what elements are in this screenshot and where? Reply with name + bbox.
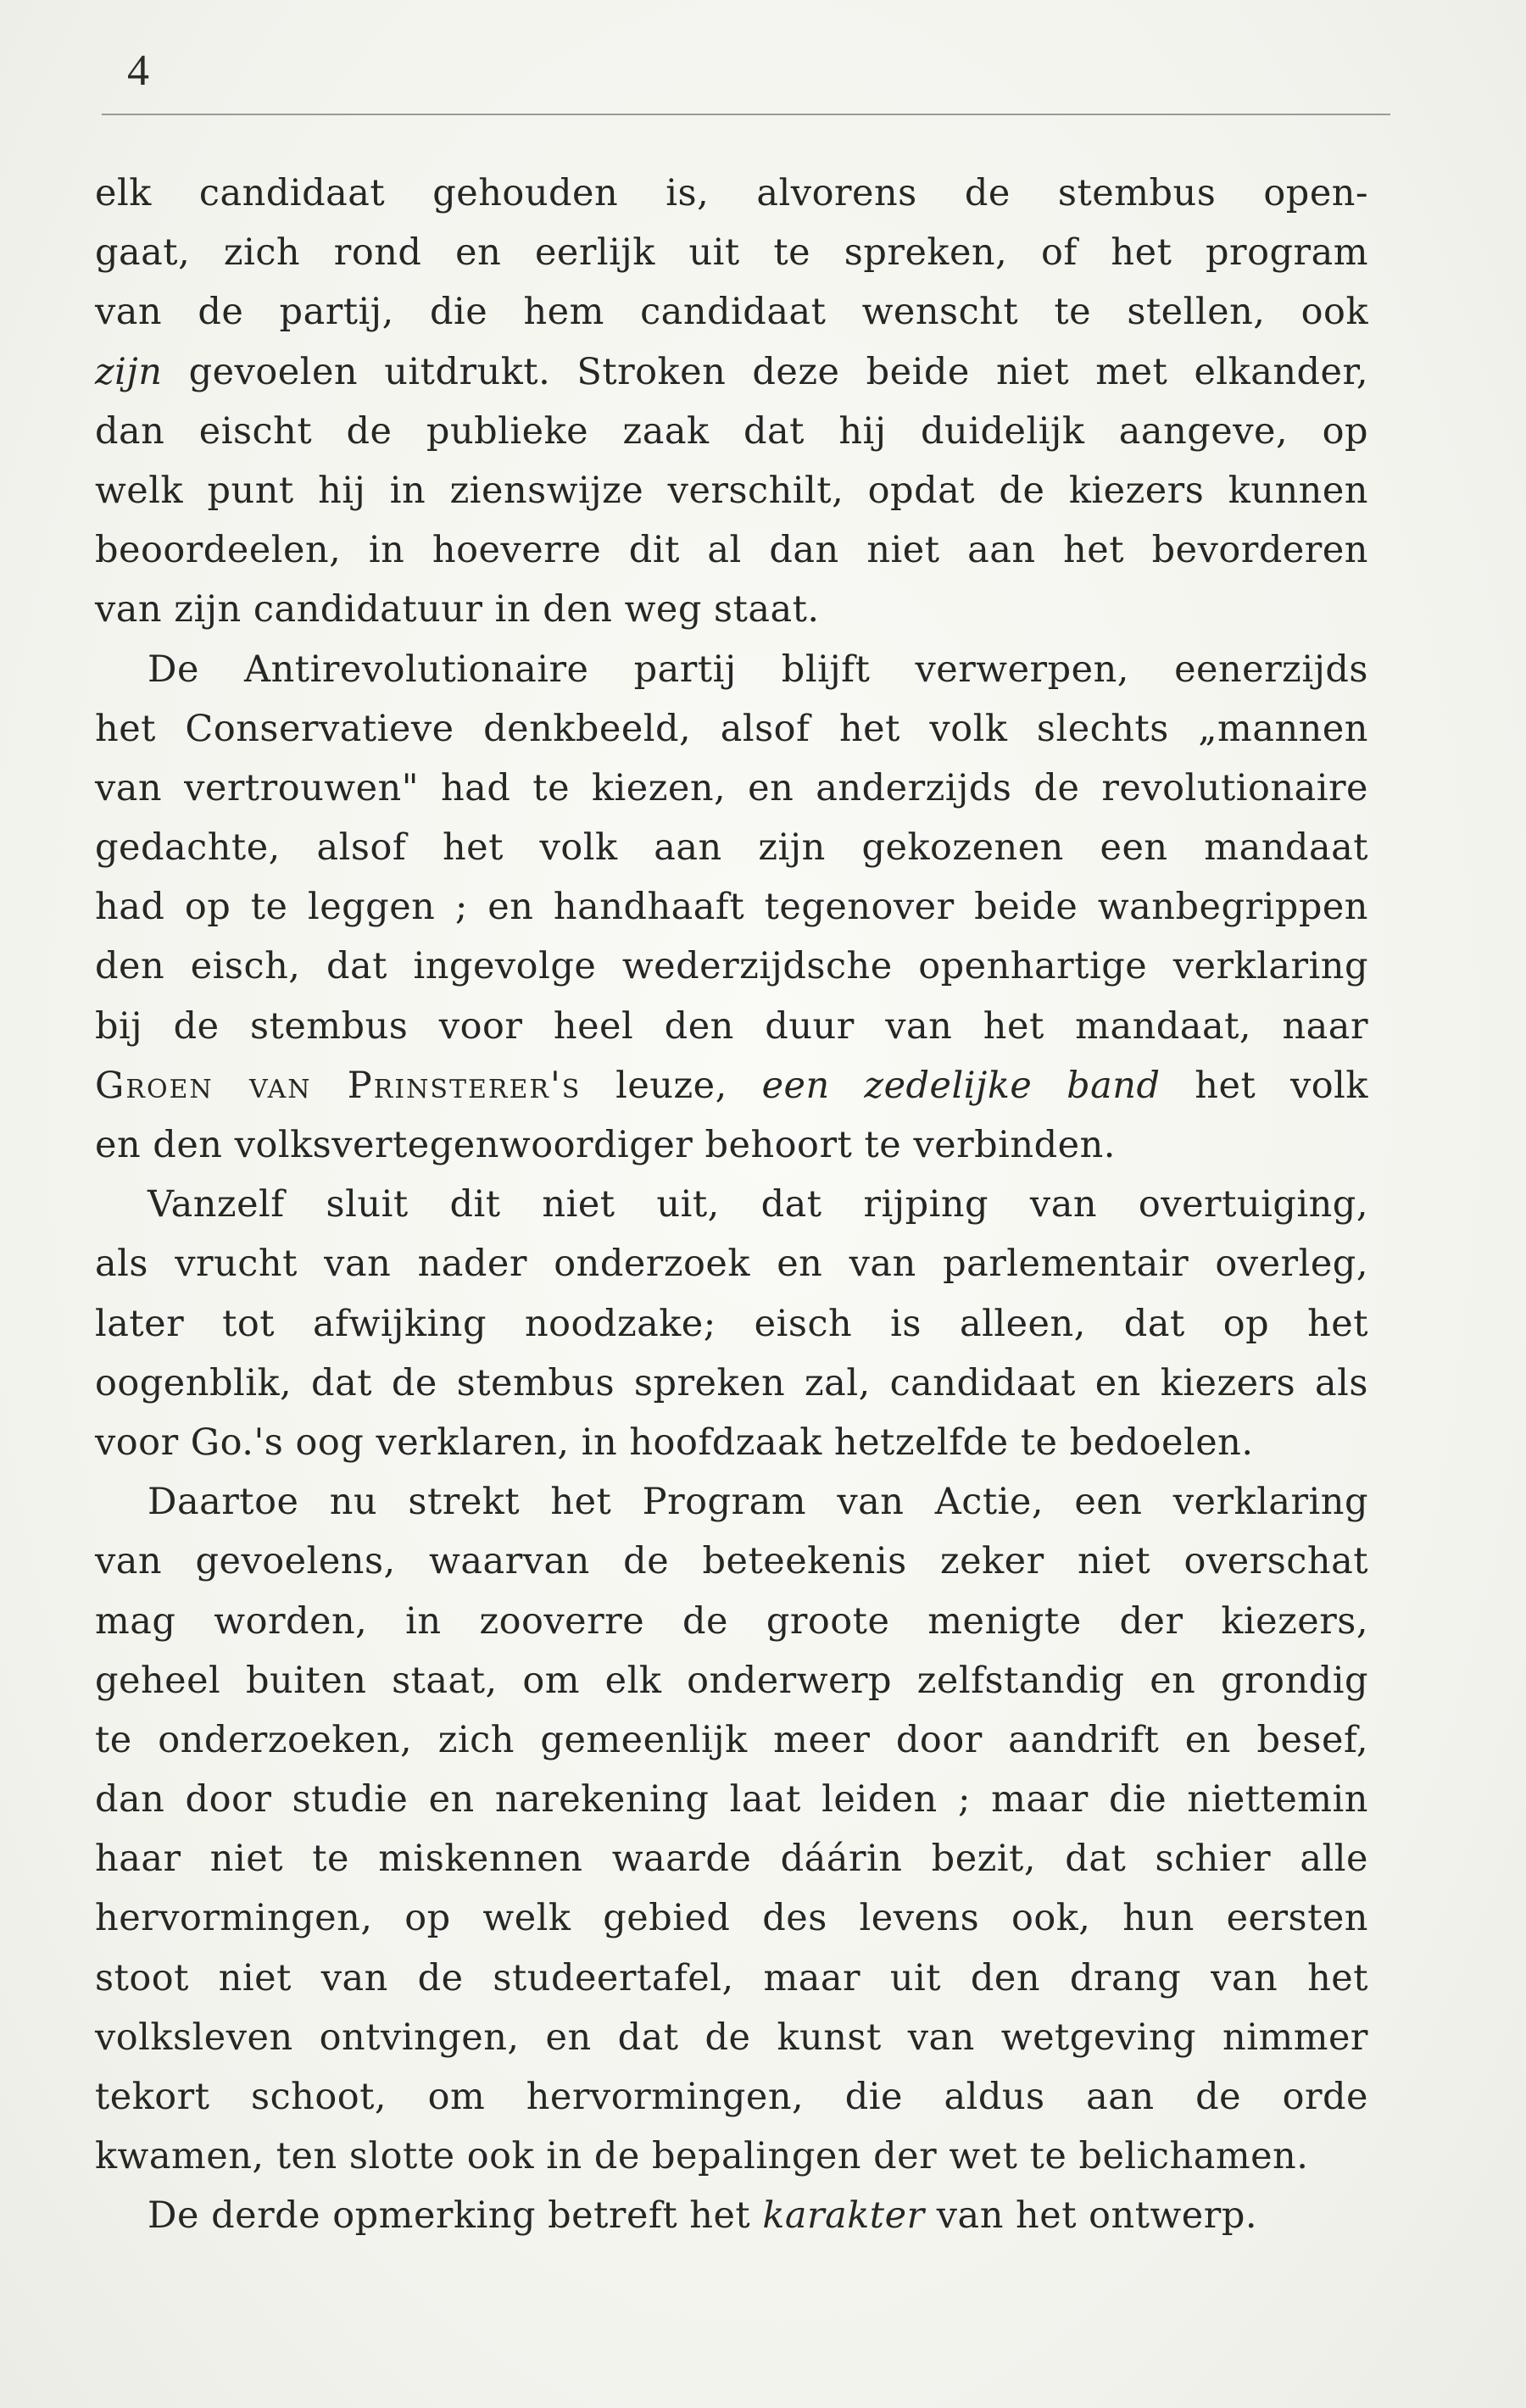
text-segment: beoordeelen, in hoeverre dit al dan niet aan het bevorderen <box>95 529 1368 572</box>
text-segment: had op te leggen ; en handhaaft tegenover beide wanbegrippen <box>95 886 1368 929</box>
text-line <box>95 223 1368 282</box>
text-line <box>95 282 1368 342</box>
text-segment: leuze, <box>581 1064 762 1107</box>
text-line <box>95 1651 1368 1710</box>
italic-text: een zedelijke band <box>761 1064 1161 1107</box>
text-segment: dan door studie en narekening laat leiden ; maar die niettemin <box>95 1778 1368 1821</box>
text-line <box>95 1592 1368 1651</box>
text-segment: bij de stembus voor heel den duur van het mandaat, naar <box>95 1004 1368 1048</box>
text-line <box>95 402 1368 461</box>
text-line <box>95 1949 1368 2008</box>
text-line <box>95 877 1368 937</box>
text-line <box>95 1056 1368 1115</box>
text-segment: welk punt hij in zienswijze verschilt, opdat de kiezers kunnen <box>95 469 1368 512</box>
text-segment: De Antirevolutionaire partij blijft verwerpen, eenerzijds <box>148 648 1368 691</box>
text-segment: gaat, zich rond en eerlijk uit te spreken, of het program <box>95 231 1368 275</box>
text-line <box>95 2067 1368 2127</box>
text-line <box>95 580 1368 639</box>
text-segment: haar niet te miskennen waarde dáárin bezit, dat schier alle <box>95 1838 1368 1881</box>
text-segment: tekort schoot, om hervormingen, die aldus aan de orde <box>95 2076 1368 2118</box>
text-segment: van de partij, die hem candidaat wenscht te stellen, ook <box>95 291 1368 334</box>
text-segment: en den volksvertegenwoordiger behoort te verbinden. <box>95 1124 1116 1166</box>
text-segment: later tot afwijking noodzake; eisch is alleen, dat op het <box>95 1302 1368 1345</box>
text-line <box>95 1115 1368 1175</box>
text-line <box>95 1294 1368 1354</box>
text-segment: volksleven ontvingen, en dat de kunst van wetgeving nimmer <box>95 2016 1368 2059</box>
text-segment: oogenblik, dat de stembus spreken zal, candidaat en kiezers als <box>95 1361 1368 1404</box>
text-line <box>95 1472 1368 1532</box>
text-line <box>95 1770 1368 1829</box>
italic-text: zijn <box>95 350 163 393</box>
text-line <box>95 1234 1368 1293</box>
text-line <box>95 818 1368 877</box>
text-segment: Vanzelf sluit dit niet uit, dat rijping van overtuiging, <box>148 1183 1368 1226</box>
text-segment: hervormingen, op welk gebied des levens ook, hun eersten <box>95 1897 1368 1940</box>
text-line <box>95 1829 1368 1888</box>
text-line <box>95 1532 1368 1591</box>
text-line <box>95 997 1368 1056</box>
text-line <box>95 759 1368 818</box>
text-segment: dan eischt de publieke zaak dat hij duidelijk aangeve, op <box>95 409 1368 453</box>
text-line <box>95 164 1368 223</box>
text-line <box>95 1354 1368 1413</box>
text-segment: De derde opmerking betreft het <box>148 2194 763 2238</box>
text-segment: van zijn candidatuur in den weg staat. <box>95 588 820 631</box>
text-line <box>95 2127 1368 2186</box>
text-segment: stoot niet van de studeertafel, maar uit den drang van het <box>95 1956 1368 1999</box>
text-line <box>95 342 1368 402</box>
text-line <box>95 2008 1368 2067</box>
text-line <box>95 461 1368 520</box>
smallcaps-name: Groen van Prinsterer's <box>95 1064 582 1107</box>
text-segment: den eisch, dat ingevolge wederzijdsche openhartige verklaring <box>95 945 1368 988</box>
text-segment: van het ontwerp. <box>924 2194 1258 2238</box>
text-line <box>95 2186 1368 2245</box>
text-line <box>95 1710 1368 1770</box>
text-segment: kwamen, ten slotte ook in de bepalingen der wet te belichamen. <box>95 2135 1309 2178</box>
header-rule <box>102 114 1390 115</box>
text-segment: het Conservatieve denkbeeld, alsof het volk slechts „mannen <box>95 707 1368 750</box>
text-line <box>95 699 1368 759</box>
text-segment: voor Go.'s oog verklaren, in hoofdzaak hetzelfde te bedoelen. <box>95 1421 1254 1464</box>
text-segment: als vrucht van nader onderzoek en van parlementair overleg, <box>95 1243 1368 1286</box>
text-line <box>95 1175 1368 1234</box>
text-segment: geheel buiten staat, om elk onderwerp zelfstandig en grondig <box>95 1659 1368 1702</box>
page-number: 4 <box>127 47 149 95</box>
text-segment: gedachte, alsof het volk aan zijn gekozenen een mandaat <box>95 826 1368 870</box>
body-text <box>95 164 1368 2246</box>
text-line <box>95 520 1368 580</box>
italic-text: karakter <box>762 2194 925 2238</box>
text-segment: elk candidaat gehouden is, alvorens de stembus open- <box>95 172 1368 214</box>
text-segment: het volk <box>1160 1064 1368 1107</box>
text-segment: van gevoelens, waarvan de beteekenis zeker niet overschat <box>95 1540 1368 1583</box>
text-segment: te onderzoeken, zich gemeenlijk meer door aandrift en besef, <box>95 1718 1368 1761</box>
text-segment: gevoelen uitdrukt. Stroken deze beide niet met elkander, <box>162 350 1368 393</box>
text-line <box>95 1413 1368 1472</box>
text-line <box>95 937 1368 996</box>
text-line <box>95 1888 1368 1948</box>
text-line <box>95 640 1368 699</box>
text-segment: Daartoe nu strekt het Program van Actie, een verklaring <box>148 1481 1368 1524</box>
text-segment: mag worden, in zooverre de groote menigte der kiezers, <box>95 1599 1368 1643</box>
text-segment: van vertrouwen" had te kiezen, en anderzijds de revolutionaire <box>95 766 1368 809</box>
